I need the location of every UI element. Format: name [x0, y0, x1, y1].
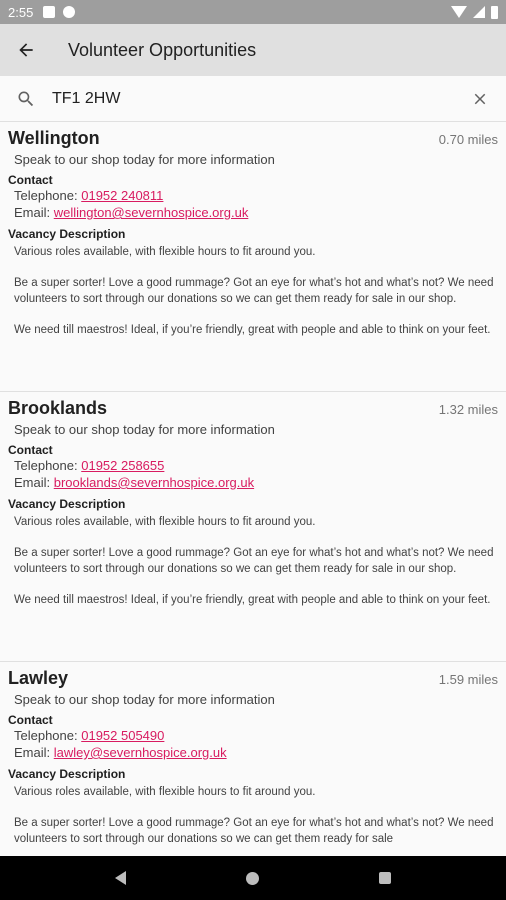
search-bar: [0, 76, 506, 122]
shop-card[interactable]: [0, 392, 506, 662]
email-label: Email:: [14, 205, 54, 220]
shop-name: Lawley: [8, 668, 69, 688]
status-bar: [0, 0, 506, 24]
page-title: Volunteer Opportunities: [68, 39, 257, 60]
shop-card[interactable]: [0, 662, 506, 856]
email-label: Email:: [14, 475, 54, 490]
wifi-icon: [451, 6, 467, 18]
vacancy-paragraph: Be a super sorter! Love a good rummage? Got an eye for what’s hot and what’s not? We need volunteers to sort through our donations so we can get them ready for sale: [14, 817, 494, 845]
status-icons: [451, 6, 498, 19]
email-line: [14, 474, 498, 491]
telephone-link[interactable]: 01952 505490: [81, 728, 165, 743]
battery-icon: [491, 6, 498, 19]
email-link[interactable]: wellington@severnhospice.org.uk: [53, 205, 249, 220]
vacancy-description: [14, 784, 498, 847]
app-bar: [0, 24, 506, 76]
shop-intro: Speak to our shop today for more information: [14, 152, 275, 167]
telephone-line: [14, 727, 498, 744]
contact-label: Contact: [8, 173, 53, 187]
telephone-line: [14, 187, 498, 204]
vacancy-label: Vacancy Description: [8, 767, 126, 781]
search-icon: [0, 89, 52, 109]
search-input[interactable]: [52, 90, 452, 108]
clear-search-button[interactable]: [454, 90, 506, 108]
vacancy-paragraph: Be a super sorter! Love a good rummage? Got an eye for what’s hot and what’s not? We need volunteers to sort through our donations so we can get them ready for sale in our shop.: [14, 277, 494, 305]
contact-label: Contact: [8, 443, 53, 457]
email-label: Email:: [14, 745, 54, 760]
telephone-label: Telephone:: [14, 458, 82, 473]
close-icon: [471, 90, 489, 108]
telephone-label: Telephone:: [14, 188, 82, 203]
telephone-link[interactable]: 01952 240811: [81, 188, 164, 203]
vacancy-paragraph: Be a super sorter! Love a good rummage? Got an eye for what’s hot and what’s not? We need volunteers to sort through our donations so we can get them ready for sale in our shop.: [14, 547, 494, 575]
shop-distance: 1.59 miles: [438, 672, 498, 687]
back-button[interactable]: [0, 24, 52, 76]
vacancy-description: [14, 514, 498, 608]
vacancy-description: [14, 244, 498, 338]
shop-distance: 0.70 miles: [438, 132, 498, 147]
vacancy-paragraph: Various roles available, with flexible hours to fit around you.: [14, 786, 316, 798]
shop-card[interactable]: [0, 122, 506, 392]
opportunity-list[interactable]: [0, 122, 506, 856]
vacancy-label: Vacancy Description: [8, 497, 126, 511]
email-line: [14, 204, 498, 221]
email-line: [14, 744, 498, 761]
status-time: 2:55: [8, 4, 34, 20]
shop-distance: 1.32 miles: [438, 402, 498, 417]
shop-name: Wellington: [8, 128, 100, 148]
shop-intro: Speak to our shop today for more information: [14, 692, 275, 707]
vacancy-label: Vacancy Description: [8, 227, 126, 241]
telephone-line: [14, 457, 498, 474]
shop-name: Brooklands: [8, 398, 108, 418]
vacancy-paragraph: Various roles available, with flexible hours to fit around you.: [14, 246, 316, 258]
contact-label: Contact: [8, 713, 53, 727]
arrow-back-icon: [16, 40, 36, 60]
shop-intro: Speak to our shop today for more information: [14, 422, 275, 437]
telephone-link[interactable]: 01952 258655: [81, 458, 165, 473]
vacancy-paragraph: Various roles available, with flexible hours to fit around you.: [14, 516, 316, 528]
email-link[interactable]: lawley@severnhospice.org.uk: [53, 745, 227, 760]
notification-icon: [43, 6, 55, 18]
nav-home-icon[interactable]: [246, 872, 259, 885]
system-nav-bar: [0, 856, 506, 900]
nav-recents-icon[interactable]: [379, 872, 391, 884]
telephone-label: Telephone:: [14, 728, 82, 743]
vacancy-paragraph: We need till maestros! Ideal, if you’re friendly, great with people and able to think on your feet.: [14, 324, 491, 336]
email-link[interactable]: brooklands@severnhospice.org.uk: [53, 475, 255, 490]
signal-icon: [473, 6, 485, 18]
vacancy-paragraph: We need till maestros! Ideal, if you’re friendly, great with people and able to think on your feet.: [14, 594, 491, 606]
app-notification-icon: [63, 6, 75, 18]
nav-back-icon[interactable]: [115, 871, 126, 885]
